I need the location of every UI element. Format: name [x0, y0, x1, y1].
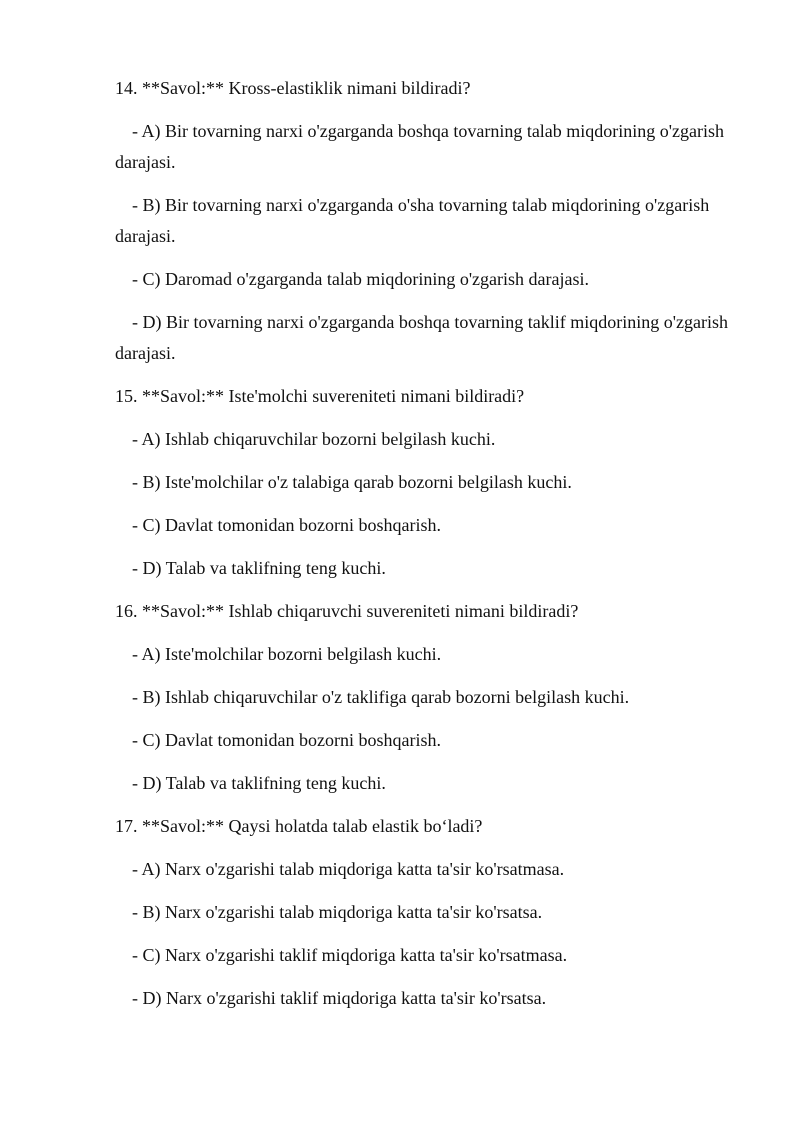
question-14 — [0, 0, 800, 381]
question-text: **Savol:** Kross-elastiklik nimani bildiradi? — [142, 78, 471, 98]
answer-option-a: - A) Iste'molchilar bozorni belgilash kuchi. — [132, 644, 442, 664]
answer-option-b: - B) Ishlab chiqaruvchilar o'z taklifiga qarab bozorni belgilash kuchi. — [132, 687, 630, 707]
question-number: 16. — [115, 601, 138, 621]
question-heading — [0, 0, 800, 104]
answer-option-d: - D) Talab va taklifning teng kuchi. — [132, 773, 386, 793]
answer-option-b: - B) Iste'molchilar o'z talabiga qarab bozorni belgilash kuchi. — [132, 472, 572, 492]
question-17 — [0, 811, 800, 1014]
answer-option-d: - D) Talab va taklifning teng kuchi. — [132, 558, 386, 578]
answer-option-a: - A) Narx o'zgarishi talab miqdoriga katta ta'sir ko'rsatmasa. — [132, 859, 565, 879]
question-15 — [0, 381, 800, 596]
answer-option-c: - C) Davlat tomonidan bozorni boshqarish. — [132, 515, 441, 535]
question-text: **Savol:** Iste'molchi suvereniteti nimani bildiradi? — [142, 386, 525, 406]
question-text: **Savol:** Ishlab chiqaruvchi suvereniteti nimani bildiradi? — [142, 601, 579, 621]
question-number: 14. — [115, 78, 138, 98]
question-number: 15. — [115, 386, 138, 406]
answer-option-d: - D) Narx o'zgarishi taklif miqdoriga katta ta'sir ko'rsatsa. — [132, 988, 547, 1008]
question-heading — [0, 381, 800, 412]
answer-option-b: - B) Bir tovarning narxi o'zgarganda o'sha tovarning talab miqdorining o'zgarish darajasi. — [115, 195, 710, 246]
question-heading — [0, 596, 800, 627]
answer-option-a: - A) Bir tovarning narxi o'zgarganda boshqa tovarning talab miqdorining o'zgarish darajasi. — [115, 121, 725, 172]
question-16 — [0, 596, 800, 811]
answer-option-d: - D) Bir tovarning narxi o'zgarganda boshqa tovarning taklif miqdorining o'zgarish darajasi. — [115, 312, 729, 363]
question-heading — [0, 811, 800, 842]
question-text: **Savol:** Qaysi holatda talab elastik bo‘ladi? — [142, 816, 483, 836]
answer-option-b: - B) Narx o'zgarishi talab miqdoriga katta ta'sir ko'rsatsa. — [132, 902, 543, 922]
answer-option-a: - A) Ishlab chiqaruvchilar bozorni belgilash kuchi. — [132, 429, 496, 449]
answer-option-c: - C) Daromad o'zgarganda talab miqdorining o'zgarish darajasi. — [132, 269, 590, 289]
answer-option-c: - C) Narx o'zgarishi taklif miqdoriga katta ta'sir ko'rsatmasa. — [132, 945, 568, 965]
answer-option-c: - C) Davlat tomonidan bozorni boshqarish. — [132, 730, 441, 750]
question-number: 17. — [115, 816, 138, 836]
